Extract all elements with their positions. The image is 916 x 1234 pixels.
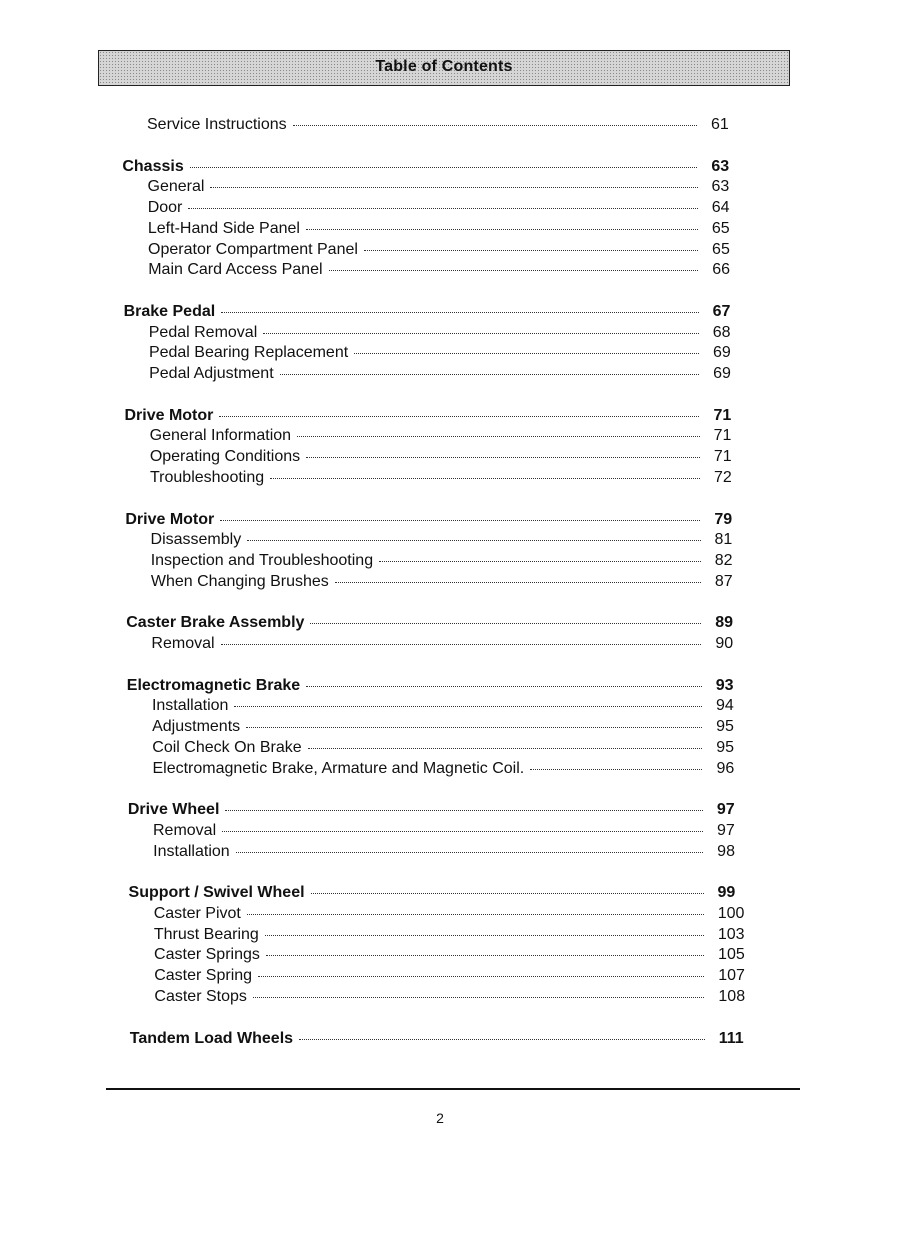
toc-item-row[interactable] — [148, 219, 742, 239]
dot-leader — [530, 769, 702, 770]
toc-item-label: Installation — [153, 842, 230, 860]
toc-item-row[interactable] — [152, 696, 746, 716]
toc-item-row[interactable] — [151, 551, 745, 571]
toc-page-number: 97 — [717, 821, 735, 839]
toc-section-title: Caster Brake Assembly — [126, 614, 305, 632]
toc-section-row[interactable] — [124, 406, 743, 426]
toc-item-label: Pedal Removal — [148, 323, 258, 341]
dot-leader — [266, 955, 704, 956]
toc-section-title: Drive Motor — [125, 510, 215, 528]
toc-item-row[interactable] — [151, 530, 745, 550]
dot-leader — [335, 582, 701, 583]
toc-page-number: 99 — [717, 884, 736, 902]
dot-leader — [236, 852, 704, 853]
toc-page-number: 87 — [714, 572, 733, 590]
toc-page-number: 63 — [711, 157, 730, 175]
toc-section-row[interactable] — [125, 510, 744, 530]
toc-page-number: 98 — [717, 842, 735, 860]
toc-page-number: 108 — [718, 987, 746, 1005]
toc-section-row[interactable] — [126, 613, 745, 633]
toc-page-number: 63 — [711, 178, 730, 196]
toc-item-label: Main Card Access Panel — [148, 261, 323, 279]
toc-section-title: Drive Motor — [124, 406, 214, 424]
footer-divider — [106, 1088, 800, 1090]
toc-item-row[interactable] — [154, 925, 748, 945]
toc-item-label: Caster Pivot — [153, 905, 241, 922]
dot-leader — [188, 208, 697, 209]
toc-item-label: Removal — [153, 821, 217, 839]
dot-leader — [222, 831, 703, 832]
dot-leader — [258, 976, 704, 977]
toc-item-label: Service Instructions — [147, 116, 287, 133]
toc-item-row[interactable] — [149, 364, 743, 384]
toc-item-label: Caster Stops — [154, 987, 247, 1005]
dot-leader — [247, 540, 700, 541]
dot-leader — [280, 374, 699, 375]
toc-page-number: 95 — [716, 738, 735, 756]
dot-leader — [221, 644, 702, 645]
toc-item-label: General — [147, 178, 205, 196]
toc-page-number: 61 — [711, 116, 729, 133]
toc-page-number: 103 — [717, 925, 745, 943]
dot-leader — [354, 353, 699, 354]
dot-leader — [253, 997, 705, 998]
toc-page-number: 71 — [713, 427, 732, 445]
toc-page-number: 100 — [717, 905, 745, 922]
dot-leader — [234, 706, 702, 707]
toc-item-label: Pedal Bearing Replacement — [148, 344, 349, 362]
toc-item-row[interactable] — [153, 842, 747, 862]
toc-item-label: Adjustments — [152, 718, 241, 736]
toc-section-row[interactable] — [128, 800, 747, 820]
toc-item-row[interactable] — [148, 198, 742, 218]
dot-leader — [311, 893, 704, 894]
toc-item-row[interactable] — [150, 468, 744, 488]
toc-page-number: 71 — [713, 406, 732, 424]
dot-leader — [306, 457, 700, 458]
toc-page-number: 69 — [713, 365, 731, 382]
toc-item-row[interactable] — [148, 240, 742, 260]
dot-leader — [220, 520, 700, 521]
toc-item-row[interactable] — [151, 634, 745, 654]
toc-header-bar — [98, 50, 790, 86]
dot-leader — [270, 478, 700, 479]
toc-item-label: Troubleshooting — [149, 468, 265, 486]
toc-item-label: When Changing Brushes — [150, 572, 329, 590]
toc-page-number: 68 — [712, 323, 731, 341]
toc-page-number: 71 — [713, 448, 732, 466]
toc-item-row[interactable] — [150, 447, 744, 467]
toc-section-title: Drive Wheel — [127, 801, 220, 819]
dot-leader — [308, 748, 703, 749]
toc-item-row[interactable] — [153, 821, 747, 841]
toc-item-label: Pedal Adjustment — [149, 365, 274, 382]
toc-item-row[interactable] — [154, 945, 748, 965]
toc-section-title: Support / Swivel Wheel — [128, 884, 305, 902]
toc-section-row[interactable] — [127, 676, 746, 696]
dot-leader — [190, 167, 698, 168]
toc-page-number: 82 — [714, 551, 733, 569]
toc-item-row[interactable] — [149, 343, 743, 363]
page-number: 2 — [436, 1110, 444, 1126]
toc-item-label: Coil Check On Brake — [152, 738, 302, 756]
toc-page-number: 95 — [716, 718, 734, 736]
toc-item-label: Door — [147, 199, 183, 217]
dot-leader — [219, 416, 699, 417]
toc-item-row[interactable] — [148, 177, 742, 197]
dot-leader — [225, 810, 702, 811]
toc-section-title: Electromagnetic Brake — [126, 676, 301, 694]
toc-section-row[interactable] — [122, 157, 741, 177]
dot-leader — [297, 436, 700, 437]
toc-page-number: 107 — [718, 967, 745, 985]
toc-page-number: 111 — [718, 1029, 744, 1047]
toc-page-number: 96 — [716, 759, 735, 777]
toc-item-row[interactable] — [152, 759, 746, 779]
toc-item-label: Installation — [151, 697, 229, 715]
dot-leader — [364, 250, 698, 251]
toc-item-label: Removal — [151, 635, 215, 652]
toc-item-row[interactable] — [154, 966, 748, 986]
toc-page-number: 81 — [714, 531, 733, 549]
dot-leader — [210, 187, 697, 188]
toc-section-title: Chassis — [122, 157, 184, 175]
toc-item-row[interactable] — [152, 738, 746, 758]
toc-item-row[interactable] — [149, 323, 743, 343]
toc-section-title: Brake Pedal — [123, 302, 216, 320]
toc-item-label: General Information — [149, 427, 292, 445]
toc-page-number: 94 — [715, 697, 734, 715]
toc-page-number: 67 — [712, 302, 731, 320]
toc-page-number: 69 — [712, 344, 731, 362]
dot-leader — [246, 727, 702, 728]
toc-section-row[interactable] — [124, 302, 743, 322]
dot-leader — [306, 686, 702, 687]
toc-item-label: Inspection and Troubleshooting — [150, 551, 374, 569]
dot-leader — [265, 935, 704, 936]
toc-section-row[interactable] — [130, 1029, 749, 1049]
dot-leader — [310, 623, 701, 624]
toc-item-row[interactable] — [152, 717, 746, 737]
toc-page-number: 105 — [718, 946, 745, 964]
toc-page-number: 65 — [712, 240, 730, 258]
dot-leader — [329, 270, 699, 271]
toc-page-number: 90 — [715, 635, 734, 652]
toc-page-number: 64 — [711, 199, 730, 217]
toc-item-row[interactable] — [147, 115, 741, 135]
dot-leader — [221, 312, 698, 313]
toc-item-label: Disassembly — [150, 531, 242, 549]
toc-page-number: 72 — [713, 468, 732, 486]
toc-section-row[interactable] — [129, 883, 748, 903]
toc-item-row[interactable] — [154, 987, 748, 1007]
toc-item-label: Caster Spring — [154, 967, 253, 985]
toc-item-label: Electromagnetic Brake, Armature and Magnetic Coil. — [152, 759, 525, 777]
toc-page-number: 97 — [716, 801, 735, 819]
toc-page-number: 66 — [712, 261, 731, 279]
dot-leader — [293, 125, 697, 126]
dot-leader — [299, 1039, 705, 1040]
toc-item-label: Operator Compartment Panel — [148, 240, 358, 258]
toc-page-number: 89 — [715, 614, 734, 632]
toc-item-label: Thrust Bearing — [153, 925, 259, 943]
toc-item-label: Operating Conditions — [149, 448, 301, 466]
toc-page-number: 79 — [714, 510, 733, 528]
toc-page-number: 93 — [715, 676, 734, 694]
dot-leader — [247, 914, 704, 915]
toc-item-row[interactable] — [154, 904, 748, 924]
toc-section-title: Tandem Load Wheels — [129, 1029, 294, 1047]
dot-leader — [306, 229, 698, 230]
toc-item-label: Caster Springs — [154, 946, 260, 964]
dot-leader — [379, 561, 701, 562]
toc-item-row[interactable] — [150, 426, 744, 446]
toc-page-number: 65 — [711, 219, 730, 237]
toc-item-row[interactable] — [148, 260, 742, 280]
toc-item-row[interactable] — [151, 572, 745, 592]
toc-item-label: Left-Hand Side Panel — [147, 219, 300, 237]
toc-title: Table of Contents — [375, 58, 513, 75]
dot-leader — [263, 333, 699, 334]
